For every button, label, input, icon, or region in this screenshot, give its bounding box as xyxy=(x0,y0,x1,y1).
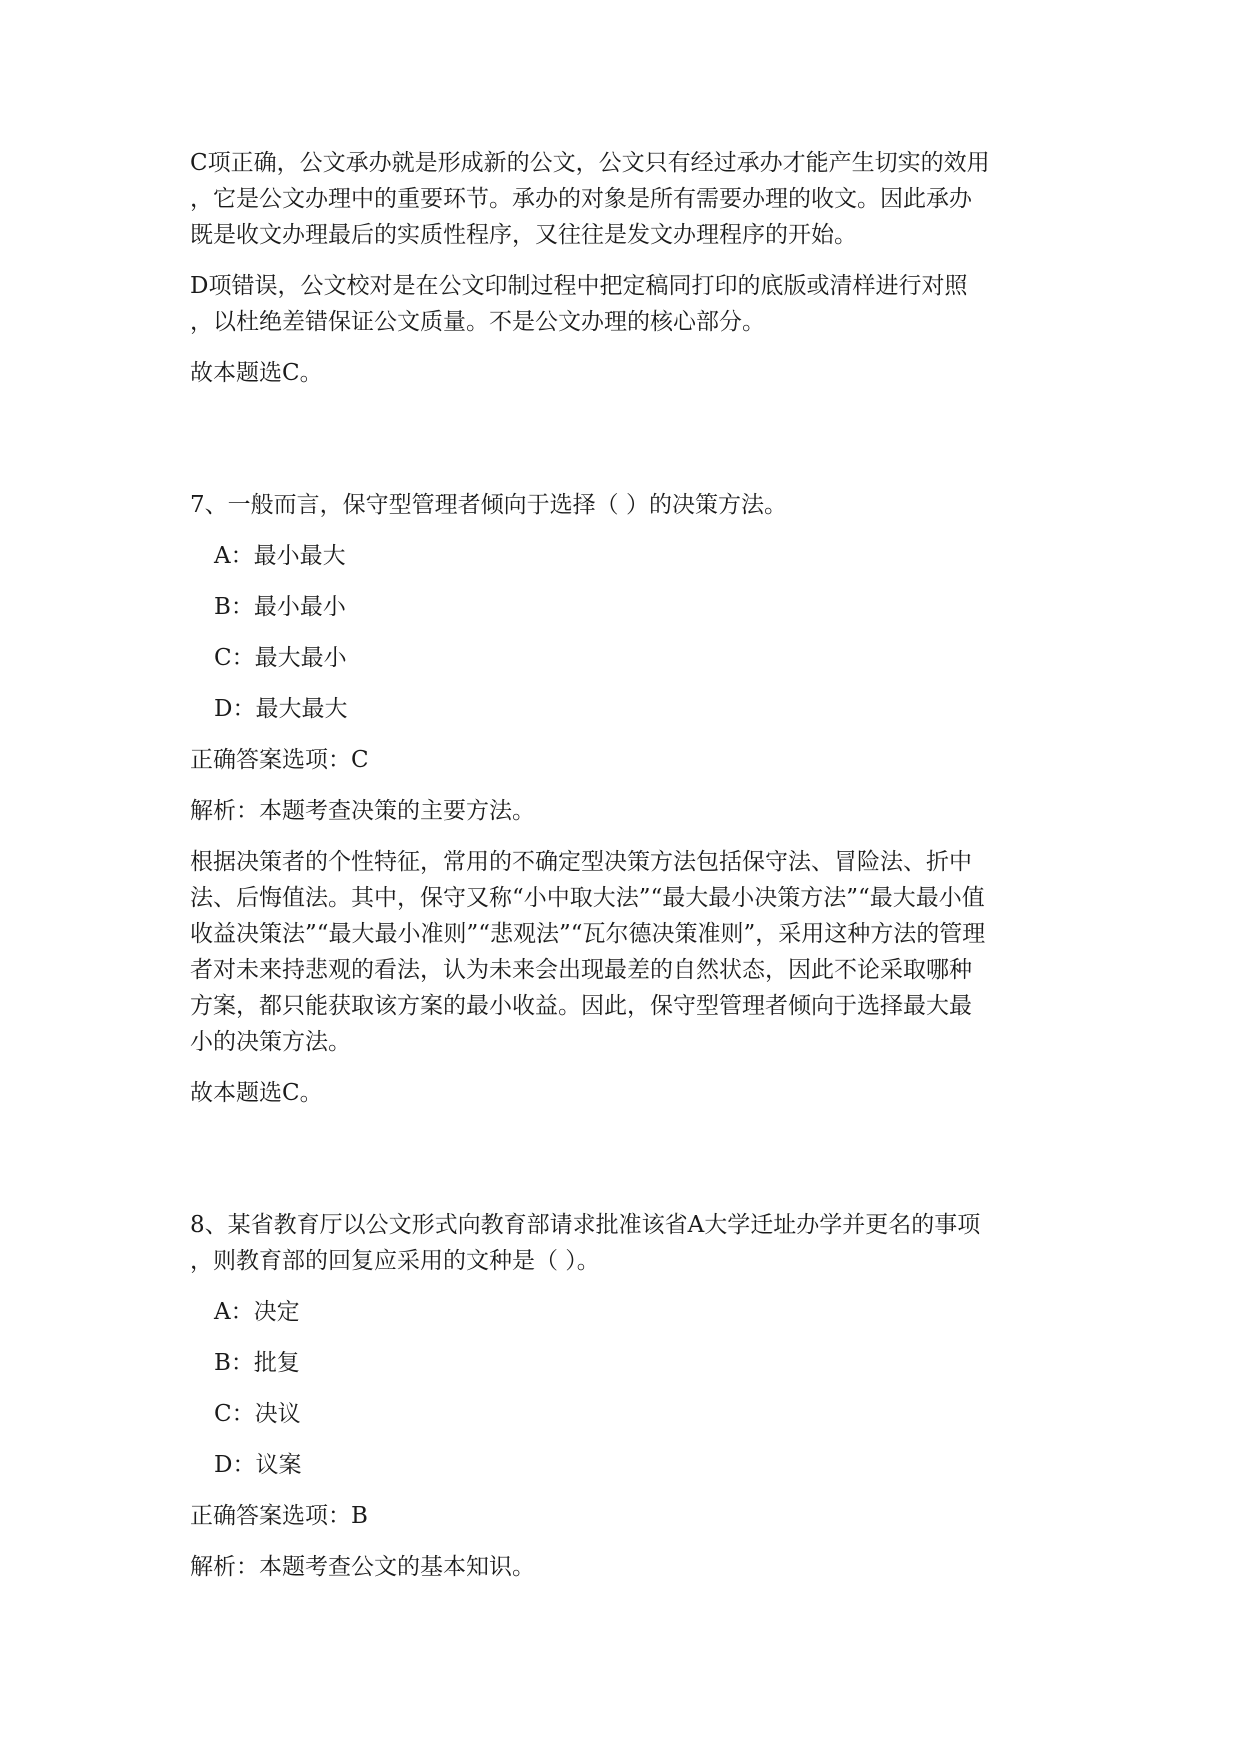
question-7-analysis: 解析：本题考查决策的主要方法。 xyxy=(190,798,535,824)
question-7-option-a: A：最小最大 xyxy=(214,543,346,569)
question-8-answer: 正确答案选项：B xyxy=(190,1503,368,1529)
question-8-option-d: D：议案 xyxy=(214,1452,302,1478)
prev-explanation-c: C项正确，公文承办就是形成新的公文，公文只有经过承办才能产生切实的效用 ，它是公文办理中的重要环节。承办的对象是所有需要办理的收文。因此承办 既是收文办理最后的实质性程序，又往往是发文办理程序的开始。 xyxy=(190,150,990,248)
question-7-title: 7、一般而言，保守型管理者倾向于选择（ ）的决策方法。 xyxy=(190,492,787,518)
question-8-option-b: B：批复 xyxy=(214,1350,300,1376)
question-7-detail: 根据决策者的个性特征，常用的不确定型决策方法包括保守法、冒险法、折中 法、后悔值法。其中，保守又称“小中取大法”“最大最小决策方法”“最大最小值 收益决策法”“最大最小准则”“悲观法”“瓦尔德决策准则”，采用这种方法的管理 者对未来持悲观的看法，认为未来会出现最差的自然状态，因此不论采取哪种 方案，都只能获取该方案的最小收益。因此，保守型管理者倾向于选择最大最 小的决策方法。 xyxy=(190,849,986,1055)
prev-explanation-d: D项错误，公文校对是在公文印制过程中把定稿同打印的底版或清样进行对照 ，以杜绝差错保证公文质量。不是公文办理的核心部分。 xyxy=(190,273,968,335)
prev-conclusion: 故本题选C。 xyxy=(190,360,323,386)
question-7-option-b: B：最小最小 xyxy=(214,594,346,620)
question-7-option-c: C：最大最小 xyxy=(214,645,347,671)
question-8-option-a: A：决定 xyxy=(214,1299,300,1325)
question-7 xyxy=(190,487,1062,1111)
question-8-title: 8、某省教育厅以公文形式向教育部请求批准该省A大学迁址办学并更名的事项 ，则教育部的回复应采用的文种是（ ）。 xyxy=(190,1212,981,1274)
question-8-option-c: C：决议 xyxy=(214,1401,301,1427)
question-7-conclusion: 故本题选C。 xyxy=(190,1080,323,1106)
question-7-option-d: D：最大最大 xyxy=(214,696,348,722)
question-8 xyxy=(190,1207,1062,1585)
document-page xyxy=(190,145,1062,1585)
question-8-analysis: 解析：本题考查公文的基本知识。 xyxy=(190,1554,535,1580)
question-7-answer: 正确答案选项：C xyxy=(190,747,369,773)
